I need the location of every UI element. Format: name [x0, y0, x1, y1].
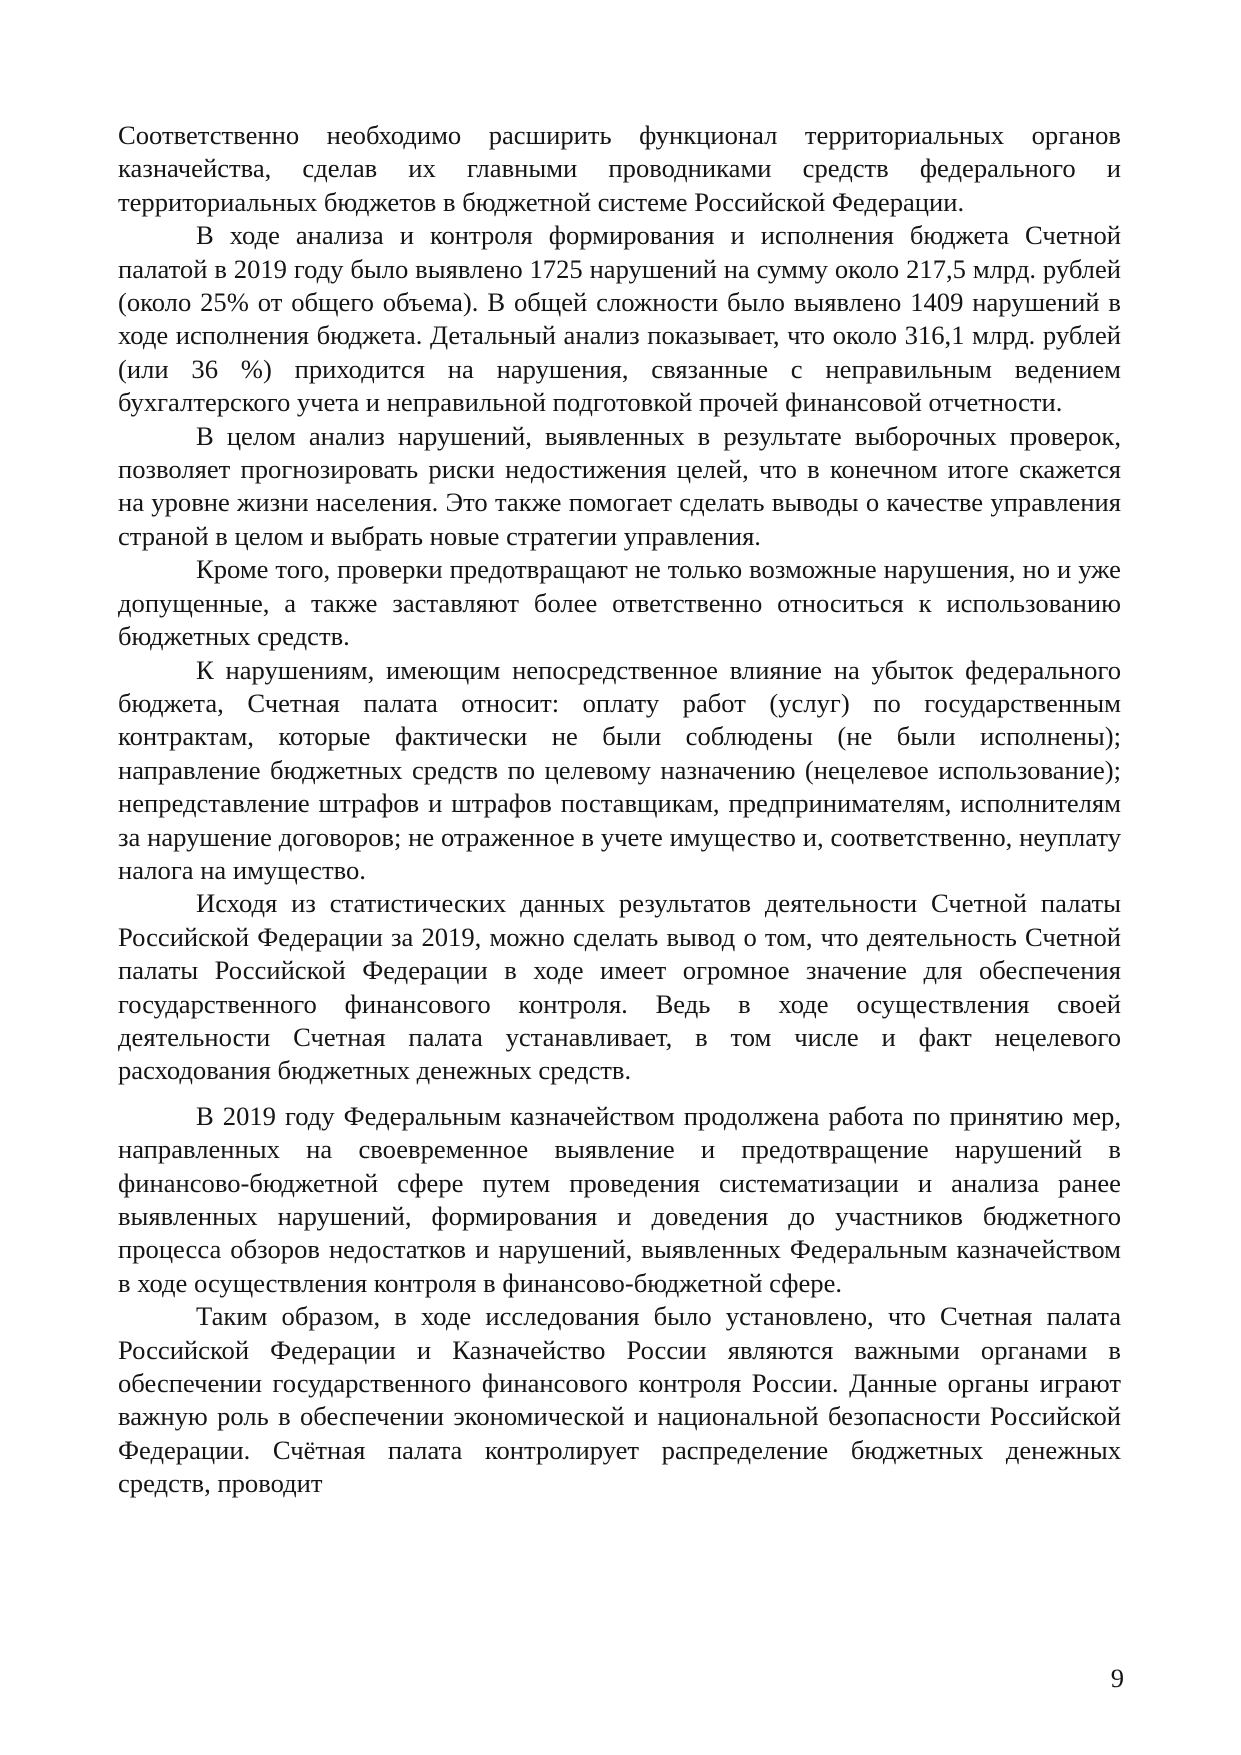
page-number: 9	[1110, 1663, 1124, 1693]
paragraph-budget-loss-violations: К нарушениям, имеющим непосредственное влияние на убыток федерального бюджета, Счетная палата относит: оплату работ (услуг) по государственным контрактам, которые фактически не были соблюдены (не были исполнены); направление бюджетных средств по целевому назначению (нецелевое использование); непредставление штрафов и штрафов поставщикам, предпринимателям, исполнителям за нарушение договоров; не отраженное в учете имущество и, соответственно, неуплату налога на имущество.	[118, 654, 1121, 885]
paragraph-audit-violations-2019: В ходе анализа и контроля формирования и исполнения бюджета Счетной палатой в 2019 году было выявлено 1725 нарушений на сумму около 217,5 млрд. рублей (около 25% от общего объема). В общей сложности было выявлено 1409 нарушений в ходе исполнения бюджета. Детальный анализ показывает, что около 316,1 млрд. рублей (или 36 %) приходится на нарушения, связанные с неправильным ведением бухгалтерского учета и неправильной подготовкой прочей финансовой отчетности.	[118, 220, 1121, 418]
paragraph-treasury-functions: Соответственно необходимо расширить функционал территориальных органов казначейства, сделав их главными проводниками средств федерального и территориальных бюджетов в бюджетной системе Российской Федерации.	[118, 120, 1121, 217]
paragraph-federal-treasury-2019: В 2019 году Федеральным казначейством продолжена работа по принятию мер, направленных на своевременное выявление и предотвращение нарушений в финансово-бюджетной сфере путем проведения систематизации и анализа ранее выявленных нарушений, формирования и доведения до участников бюджетного процесса обзоров недостатков и нарушений, выявленных Федеральным казначейством в ходе осуществления контроля в финансово-бюджетной сфере.	[118, 1100, 1121, 1298]
paragraph-risk-analysis: В целом анализ нарушений, выявленных в результате выборочных проверок, позволяет прогнозировать риски недостижения целей, что в конечном итоге скажется на уровне жизни населения. Это также помогает сделать выводы о качестве управления страной в целом и выбрать новые стратегии управления.	[118, 420, 1121, 551]
paragraph-accounts-chamber-conclusion: Исходя из статистических данных результатов деятельности Счетной палаты Российской Федерации за 2019, можно сделать вывод о том, что деятельность Счетной палаты Российской Федерации в ходе имеет огромное значение для обеспечения государственного финансового контроля. Ведь в ходе осуществления своей деятельности Счетная палата устанавливает, в том числе и факт нецелевого расходования бюджетных денежных средств.	[118, 888, 1121, 1086]
paragraph-inspections-prevent: Кроме того, проверки предотвращают не только возможные нарушения, но и уже допущенные, а также заставляют более ответственно относиться к использованию бюджетных средств.	[118, 554, 1121, 652]
document-body	[118, 119, 1121, 1501]
paragraph-research-summary: Таким образом, в ходе исследования было установлено, что Счетная палата Российской Федерации и Казначейство России являются важными органами в обеспечении государственного финансового контроля России. Данные органы играют важную роль в обеспечении экономической и национальной безопасности Российской Федерации. Счётная палата контролирует распределение бюджетных денежных средств, проводит	[118, 1301, 1121, 1499]
